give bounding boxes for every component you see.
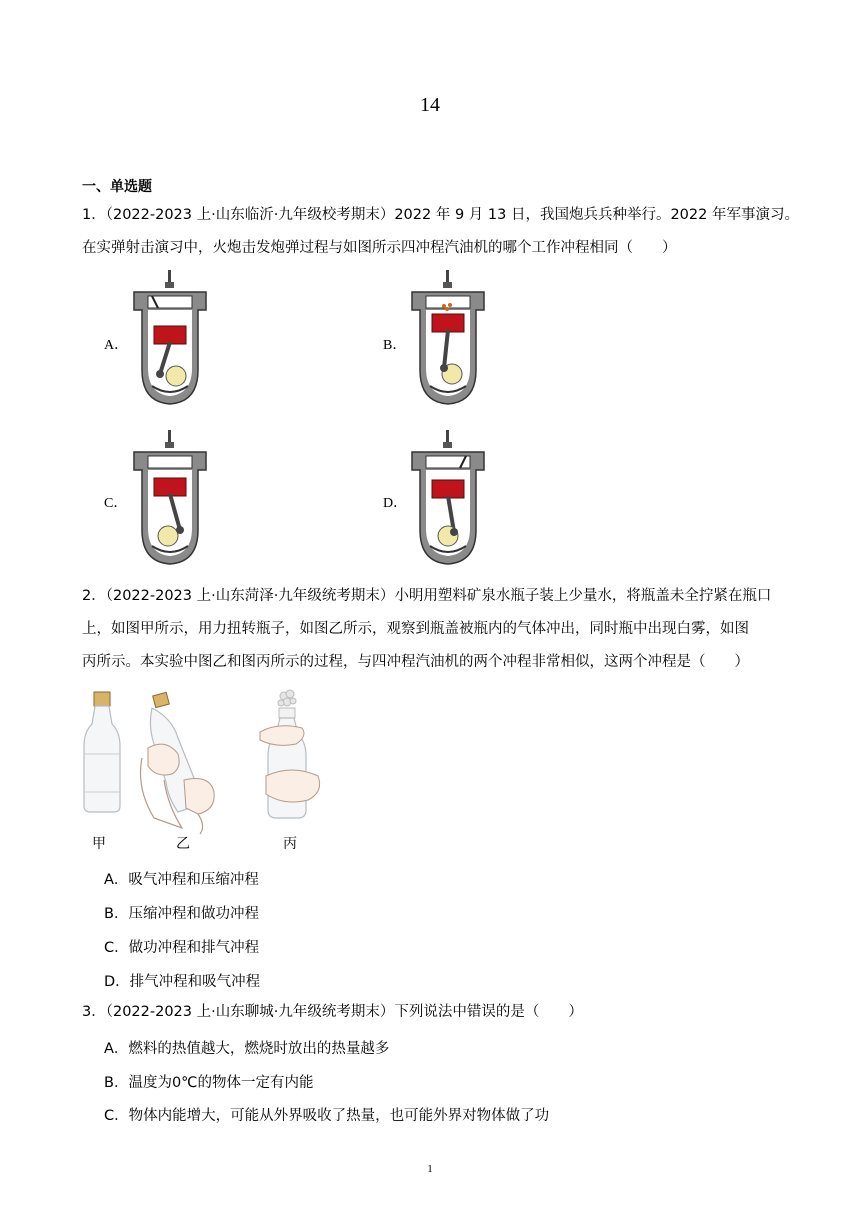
question-2-text-line-3: 丙所示。本实验中图乙和图丙所示的过程，与四冲程汽油机的两个冲程非常相似，这两个冲程是（ ） (82, 654, 749, 670)
page-number: 1 (427, 1163, 433, 1175)
question-2-option-b: B．压缩冲程和做功冲程 (104, 906, 259, 922)
page-title: 14 (420, 94, 440, 116)
engine-diagram-a (128, 270, 212, 410)
question-3-text-line-1: 3．（2022-2023 上·山东聊城·九年级统考期末）下列说法中错误的是（ ） (82, 1004, 583, 1020)
bottle-jia-image (84, 692, 120, 812)
question-2-text-line-2: 上，如图甲所示，用力扭转瓶子，如图乙所示，观察到瓶盖被瓶内的气体冲出，同时瓶中出现白雾，如图 (82, 621, 749, 637)
bottle-bing-image (260, 690, 320, 818)
question-3-option-b: B．温度为0℃的物体一定有内能 (104, 1075, 314, 1091)
section-heading: 一、单选题 (82, 179, 152, 195)
question-1-text-line-1: 1．（2022-2023 上·山东临沂·九年级校考期末）2022 年 9 月 13 日，我国炮兵兵种举行。2022 年军事演习。 (82, 207, 799, 223)
bottle-yi-image (141, 692, 215, 834)
figure-label-bing: 丙 (283, 837, 297, 852)
figure-label-yi: 乙 (176, 837, 190, 852)
figure-label-jia: 甲 (92, 837, 106, 852)
question-1-option-d-label: D． (383, 496, 408, 511)
question-1-option-c-label: C． (104, 496, 128, 511)
question-2-option-a: A．吸气冲程和压缩冲程 (104, 872, 259, 888)
engine-diagram-c (128, 430, 212, 570)
question-3-option-c: C．物体内能增大，可能从外界吸收了热量，也可能外界对物体做了功 (104, 1108, 550, 1124)
engine-diagram-b (406, 270, 490, 410)
question-1-option-b-label: B． (383, 338, 407, 353)
question-2-option-c: C．做功冲程和排气冲程 (104, 940, 260, 956)
question-1-text-line-2: 在实弹射击演习中，火炮击发炮弹过程与如图所示四冲程汽油机的哪个工作冲程相同（ ） (82, 240, 677, 256)
bottle-experiment-figure (82, 688, 332, 853)
question-3-option-a: A．燃料的热值越大，燃烧时放出的热量越多 (104, 1041, 390, 1057)
question-2-text-line-1: 2．（2022-2023 上·山东菏泽·九年级统考期末）小明用塑料矿泉水瓶子装上少量水，将瓶盖未全拧紧在瓶口 (82, 588, 772, 604)
engine-diagram-d (406, 430, 490, 570)
question-2-option-d: D．排气冲程和吸气冲程 (104, 974, 261, 990)
question-1-option-a-label: A． (104, 338, 129, 353)
